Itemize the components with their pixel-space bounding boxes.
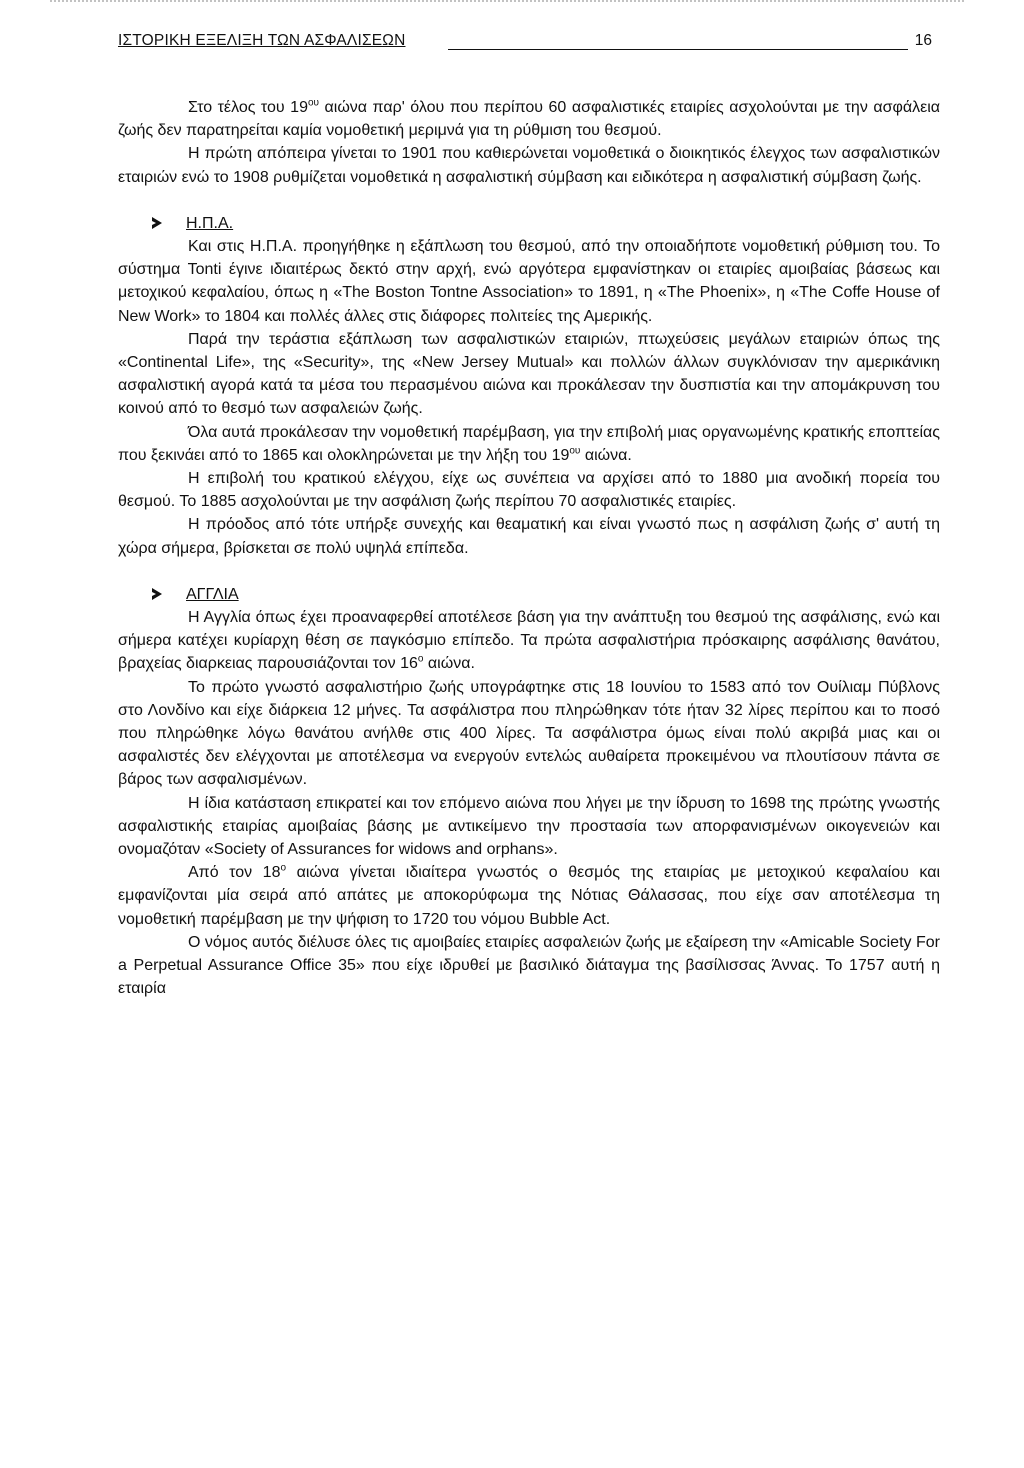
spacer [118, 189, 940, 212]
paragraph: Παρά την τεράστια εξάπλωση των ασφαλιστικών εταιριών, πτωχεύσεις μεγάλων εταιριών όπως της «Continental Life», της «Security», της «New Jersey Mutual» και πολλών άλλων συγκλόνισαν την αμερικάνικη ασφαλιστική αγορά κατά τα μέσα του περασμένου αιώνα και προκάλεσαν την δυσπιστία και την απομάκρυνση του κοινού από το θεσμό των ασφαλειών ζωής. [118, 330, 940, 418]
running-header [118, 32, 938, 58]
section-label: ΑΓΓΛΙΑ [186, 585, 239, 603]
section-heading-usa [118, 212, 940, 235]
paragraph: Στο τέλος του $19^{o\upsilon}$ αιώνα παρ' όλου που περίπου 60 ασφαλιστικές εταιρίες ασχολούνται με την ασφάλεια ζωής δεν παρατηρείται καμία νομοθετική μεριμνά για τη ρύθμιση του θεσμού. [118, 97, 941, 140]
paragraph: Η πρόοδος από τότε υπήρξε συνεχής και θεαματική και είναι γνωστό πως η ασφάλιση ζωής σ' αυτή τη χώρα σήμερα, βρίσκεται σε πολύ υψηλά επίπεδα. [118, 516, 940, 557]
arrow-bullet-icon [152, 217, 162, 229]
paragraph: Όλα αυτά προκάλεσαν την νομοθετική παρέμβαση, για την επιβολή μιας οργανωμένης κρατικής εποπτείας που ξεκινάει από το 1865 και ολοκληρώνεται με την λήξη του $19^{o\upsilon}$ αιώνα. [118, 423, 941, 464]
paragraph: Η επιβολή του κρατικού ελέγχου, είχε ως συνέπεια να αρχίσει από το 1880 μια ανοδική πορεία του θεσμού. Το 1885 ασχολούνται με την ασφάλιση ζωής περίπου 70 ασφαλιστικές εταιρίες. [118, 470, 940, 511]
paragraph: Η ίδια κατάσταση επικρατεί και τον επόμενο αιώνα που λήγει με την ίδρυση το 1698 της πρώτης γνωστής ασφαλιστικής εταιρίας αμοιβαίας βάσης με αντικείμενο την προστασία των απορφανισμένων οικογενειών και ονομαζόταν «Society of Assurances for widows and orphans». [118, 794, 940, 859]
section-heading-uk [118, 583, 940, 606]
header-rule [448, 49, 908, 50]
scan-edge-dots [50, 0, 964, 10]
paragraph: Το πρώτο γνωστό ασφαλιστήριο ζωής υπογράφτηκε στις 18 Ιουνίου το 1583 από τον Ουίλιαμ Πύβλονς στο Λονδίνο και είχε διάρκεια 12 μήνες. Τα ασφάλιστρα που πληρώθηκαν τότε ήταν 32 λίρες περίπου και το ποσό που πληρώθηκε λόγω θανάτου ανήλθε στις 400 λίρες. Τα ασφάλιστρα όμως είναι πολύ ακριβά μιας και οι ασφαλιστές δεν ελέγχονται με αποτέλεσμα να ενεργούν εντελώς αυθαίρετα προκειμένου να πλουτίσουν πάντα σε βάρος των ασφαλισμένων. [118, 678, 940, 789]
arrow-bullet-icon [152, 588, 162, 600]
spacer [118, 560, 940, 583]
section-label: Η.Π.Α. [186, 214, 234, 232]
page-number: 16 [914, 32, 932, 49]
body-text [118, 96, 940, 1000]
paragraph: Ο νόμος αυτός διέλυσε όλες τις αμοιβαίες εταιρίες ασφαλειών ζωής με εξαίρεση την «Amicable Society For a Perpetual Assurance Office 35» που είχε ιδρυθεί με βασιλικό διάταγμα της βασίλισσας Άννας. Το 1757 αυτή η εταιρία [118, 933, 940, 998]
header-title: ΙΣΤΟΡΙΚΗ ΕΞΕΛΙΞΗ ΤΩΝ ΑΣΦΑΛΙΣΕΩΝ [118, 32, 406, 49]
paragraph: Η πρώτη απόπειρα γίνεται το 1901 που καθιερώνεται νομοθετικά ο διοικητικός έλεγχος των ασφαλιστικών εταιριών ενώ το 1908 ρυθμίζεται νομοθετικά η ασφαλιστική σύμβαση και ειδικότερα η ασφαλιστική σύμβαση ζωής. [118, 145, 940, 186]
paragraph: Από τον $18^o$ αιώνα γίνεται ιδιαίτερα γνωστός ο θεσμός της εταιρίας με μετοχικού κεφαλαίου και εμφανίζονται μία σειρά από απάτες με αποκορύφωμα της Νότιας Θάλασσας, που είχε σαν αποτέλεσμα τη νομοθετική παρέμβαση με την ψήφιση το 1720 του νόμου Bubble Act. [118, 862, 941, 928]
paragraph: Και στις Η.Π.Α. προηγήθηκε η εξάπλωση του θεσμού, από την οποιαδήποτε νομοθετική ρύθμιση του. Το σύστημα Tonti έγινε ιδιαιτέρως δεκτό στην αρχή, ενώ αργότερα εμφανίστηκαν οι εταιρίες αμοιβαίας βάσεως και μετοχικού κεφαλαίου, όπως η «The Boston Tontne Association» το 1891, η «The Phoenix», η «The Coffe House of New Work» το 1804 και πολλές άλλες στις διάφορες πολιτείες της Αμερικής. [118, 238, 940, 325]
paragraph: Η Αγγλία όπως έχει προαναφερθεί αποτέλεσε βάση για την ανάπτυξη του θεσμού της ασφάλισης, ενώ και σήμερα κατέχει κυρίαρχη θέση σε παγκόσμιο επίπεδο. Τα πρώτα ασφαλιστήρια πρόσκαιρης ασφάλισης θανάτου, βραχείας διαρκειας παρουσιάζονται τον $16^o$ αιώνα. [118, 609, 940, 673]
